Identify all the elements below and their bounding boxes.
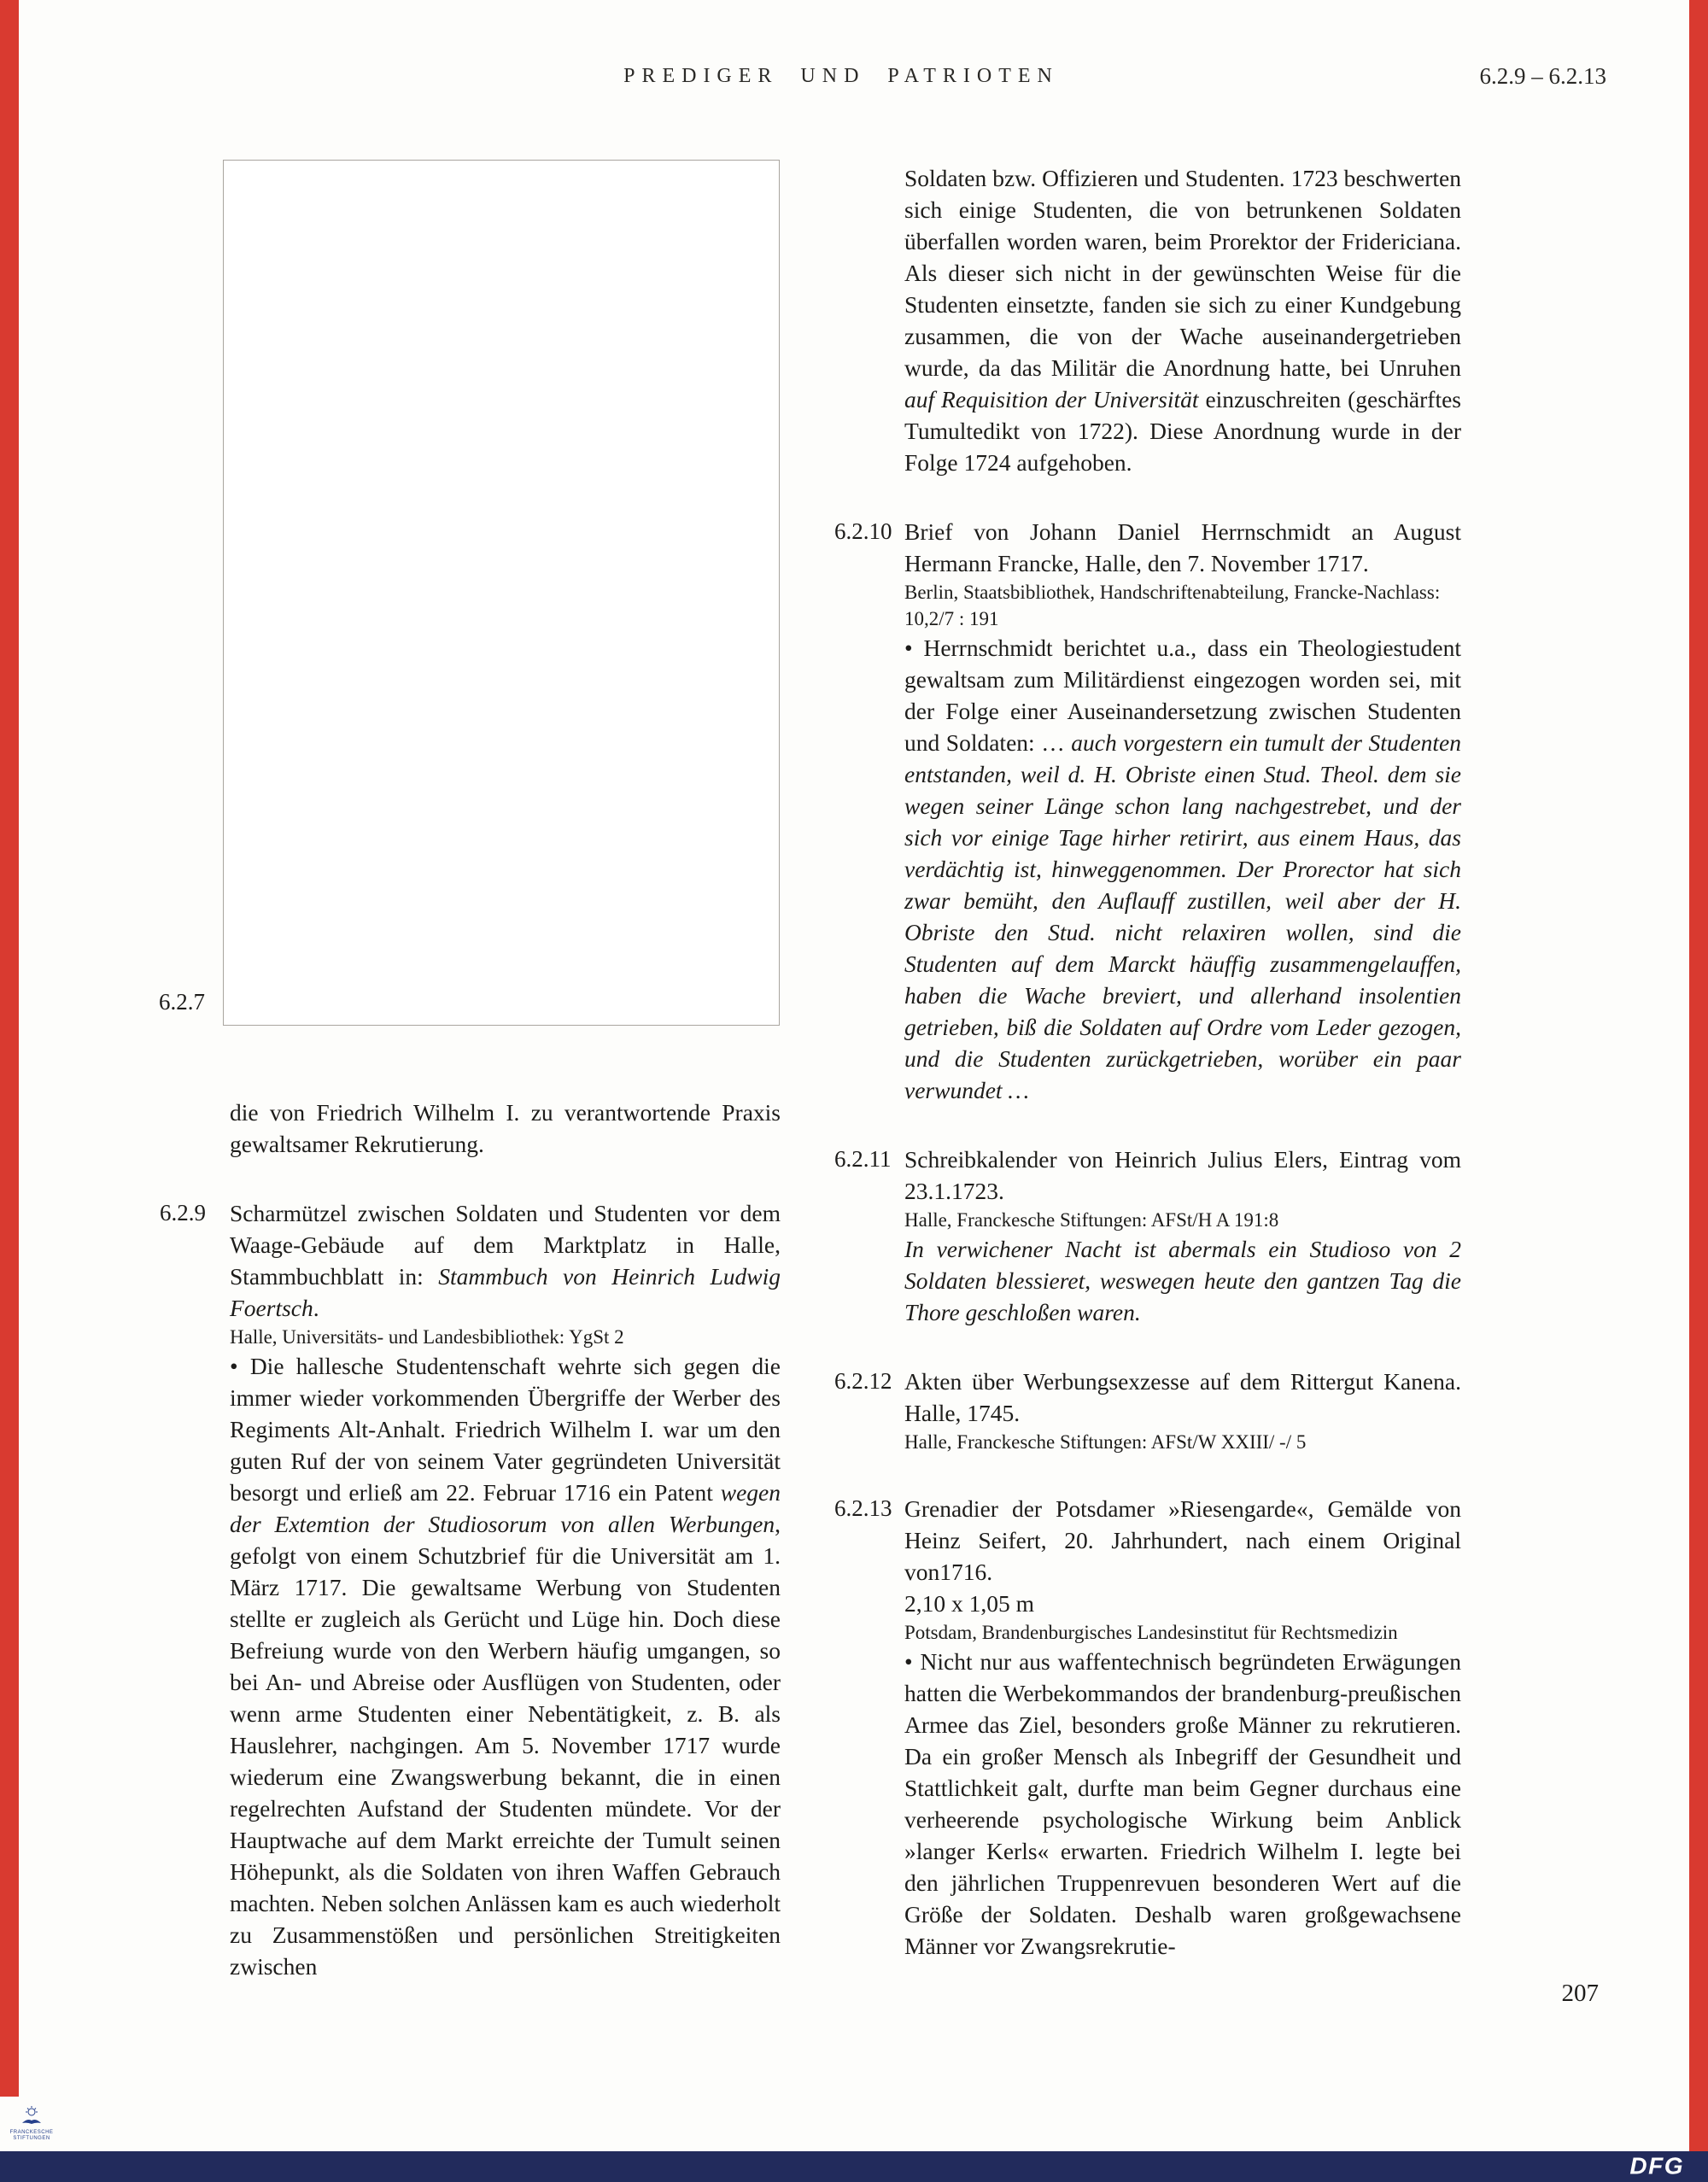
left-accent-bar [0, 0, 19, 2132]
entry-content [904, 1366, 1461, 1455]
left-column [160, 1097, 781, 2020]
stiftung-line2: STIFTUNGEN [13, 2136, 50, 2141]
entry-citation: Halle, Franckesche Stiftungen: AFSt/H A 191:8 [904, 1209, 1279, 1231]
entry-annotation: • Herrnschmidt berichtet u.a., dass ein Theologiestudent gewaltsam zum Militärdienst eingezogen worden sei, mit der Folge einer Auseinandersetzung zwischen Studenten und Soldaten: … auch vorgestern ein tumult der Studenten entstanden, weil d. H. Obriste einen Stud. Theol. dem sie wegen seiner Länge schon lang nachgestrebet, und der sich vor einige Tage hirher retirirt, aus einem Haus, das verdächtig ist, hinweggenommen. Der Prorector hat sich zwar bemüht, den Auflauff zustillen, weil aber der H. Obriste den Stud. nicht relaxiren wollen, sind die Studenten auf dem Marckt häuffig zusammengelauffen, haben die Wache breviert, und allerhand insolentien getrieben, biß die Soldaten auf Ordre vom Leder gezogen, und die Studenten zurückgetrieben, worüber ein paar verwundet … [904, 635, 1461, 1103]
stiftung-line1: FRANCKESCHE [9, 2130, 54, 2135]
entry-title: Schreibkalender von Heinrich Julius Elers, Eintrag vom 23.1.1723. [904, 1146, 1461, 1204]
entry-annotation: • Nicht nur aus waffentechnisch begründeten Erwägungen hatten die Werbekommandos der brandenburg-preußischen Armee das Ziel, besonders große Männer zu rekrutieren. Da ein großer Mensch als Inbegriff der Gesundheit und Stattlichkeit galt, durfte man beim Gegner durchaus eine verheerende psychologische Wirkung beim Anblick »langer Kerls« erwarten. Friedrich Wilhelm I. legte bei den jährlichen Truppenrevuen besonderen Wert auf die Größe der Soldaten. Deshalb waren großgewachsene Männer vor Zwangsrekrutie- [904, 1648, 1461, 1959]
entry-6-2-9 [160, 1197, 781, 1982]
entry-title: Scharmützel zwischen Soldaten und Studenten vor dem Waage-Gebäude auf dem Marktplatz in Halle, Stammbuchblatt in: Stammbuch von Heinrich Ludwig Foertsch. [230, 1200, 781, 1321]
footer-bar [0, 2151, 1708, 2182]
entry-citation: Potsdam, Brandenburgisches Landesinstitut für Rechtsmedizin [904, 1622, 1398, 1643]
figure-placeholder [223, 160, 780, 1026]
stiftung-logo-text [10, 2130, 54, 2142]
entry-content [904, 1144, 1461, 1328]
entry-number: 6.2.13 [834, 1495, 892, 1521]
entry-citation: Halle, Franckesche Stiftungen: AFSt/W XXIII/ -/ 5 [904, 1431, 1307, 1453]
page-number: 207 [1561, 1980, 1599, 2007]
right-accent-bar [1689, 0, 1708, 2151]
entry-title: Brief von Johann Daniel Herrnschmidt an August Hermann Francke, Halle, den 7. November 1717. [904, 518, 1461, 576]
entry-6-2-11 [834, 1144, 1461, 1328]
dfg-logo: DFG [1629, 2152, 1684, 2179]
entry-number: 6.2.11 [834, 1146, 892, 1172]
entry-citation: Berlin, Staatsbibliothek, Handschriftenabteilung, Francke-Nachlass: 10,2/7 : 191 [904, 582, 1441, 629]
entry-content [230, 1197, 781, 1982]
entry-citation: Halle, Universitäts- und Landesbibliothek: YgSt 2 [230, 1326, 624, 1348]
continuation-paragraph: die von Friedrich Wilhelm I. zu verantwortende Praxis gewaltsamer Rekrutierung. [230, 1099, 781, 1157]
entry-number: 6.2.9 [160, 1200, 206, 1226]
entry-6-2-13 [834, 1493, 1461, 1962]
entry-title: Akten über Werbungsexzesse auf dem Rittergut Kanena. Halle, 1745. [904, 1368, 1461, 1426]
running-head-title: PREDIGER UND PATRIOTEN [623, 65, 1059, 87]
entry-6-2-12 [834, 1366, 1461, 1455]
entry-content [904, 516, 1461, 1106]
right-column [834, 162, 1461, 1999]
figure-label: 6.2.7 [159, 989, 205, 1015]
entry-content [904, 1493, 1461, 1962]
entry-dimensions: 2,10 x 1,05 m [904, 1590, 1035, 1617]
running-head-entry-range: 6.2.9 – 6.2.13 [1479, 63, 1606, 89]
entry-6-2-10 [834, 516, 1461, 1106]
entry-quote: In verwichener Nacht ist abermals ein Studioso von 2 Soldaten blessieret, weswegen heute den gantzen Tag die Thore geschloßen waren. [904, 1236, 1461, 1325]
eagle-sun-emblem [19, 2106, 44, 2128]
continuation-paragraph: Soldaten bzw. Offizieren und Studenten. 1723 beschwerten sich einige Studenten, die von betrunkenen Soldaten überfallen worden waren, beim Prorektor der Fridericiana. Als dieser sich nicht in der gewünschten Weise für die Studenten einsetzte, fanden sie sich zu einer Kundgebung zusammen, die von der Wache auseinandergetrieben wurde, da das Militär die Anordnung hatte, bei Unruhen auf Requisition der Universität einzuschreiten (geschärftes Tumultedikt von 1722). Diese Anordnung wurde in der Folge 1724 aufgehoben. [904, 165, 1461, 476]
entry-title: Grenadier der Potsdamer »Riesengarde«, Gemälde von Heinz Seifert, 20. Jahrhundert, nach einem Original von1716. [904, 1495, 1461, 1585]
entry-annotation: • Die hallesche Studentenschaft wehrte sich gegen die immer wieder vorkommenden Übergriffe der Werber des Regiments Alt-Anhalt. Friedrich Wilhelm I. war um den guten Ruf der von seinem Vater gegründeten Universität besorgt und erließ am 22. Februar 1716 ein Patent wegen der Extemtion der Studiosorum von allen Werbungen, gefolgt von einem Schutzbrief für die Universität am 1. März 1717. Die gewaltsame Werbung von Studenten stellte er zugleich als Gerücht und Lüge hin. Doch diese Befreiung wurde von den Werbern häufig umgangen, so bei An- und Abreise oder Ausflügen von Studenten, oder wenn arme Studenten einer Nebentätigkeit, z. B. als Hauslehrer, nachgingen. Am 5. November 1717 wurde wiederum eine Zwangswerbung bekannt, die in einen regelrechten Aufstand der Studenten mündete. Vor der Hauptwache auf dem Markt erreichte der Tumult seinen Höhepunkt, als die Soldaten von ihren Waffen Gebrauch machten. Neben solchen Anlässen kam es auch wiederholt zu Zusammenstößen und persönlichen Streitigkeiten zwischen [230, 1353, 781, 1980]
franckesche-stiftungen-logo [0, 2097, 63, 2151]
entry-number: 6.2.12 [834, 1368, 892, 1394]
entry-number: 6.2.10 [834, 518, 892, 544]
